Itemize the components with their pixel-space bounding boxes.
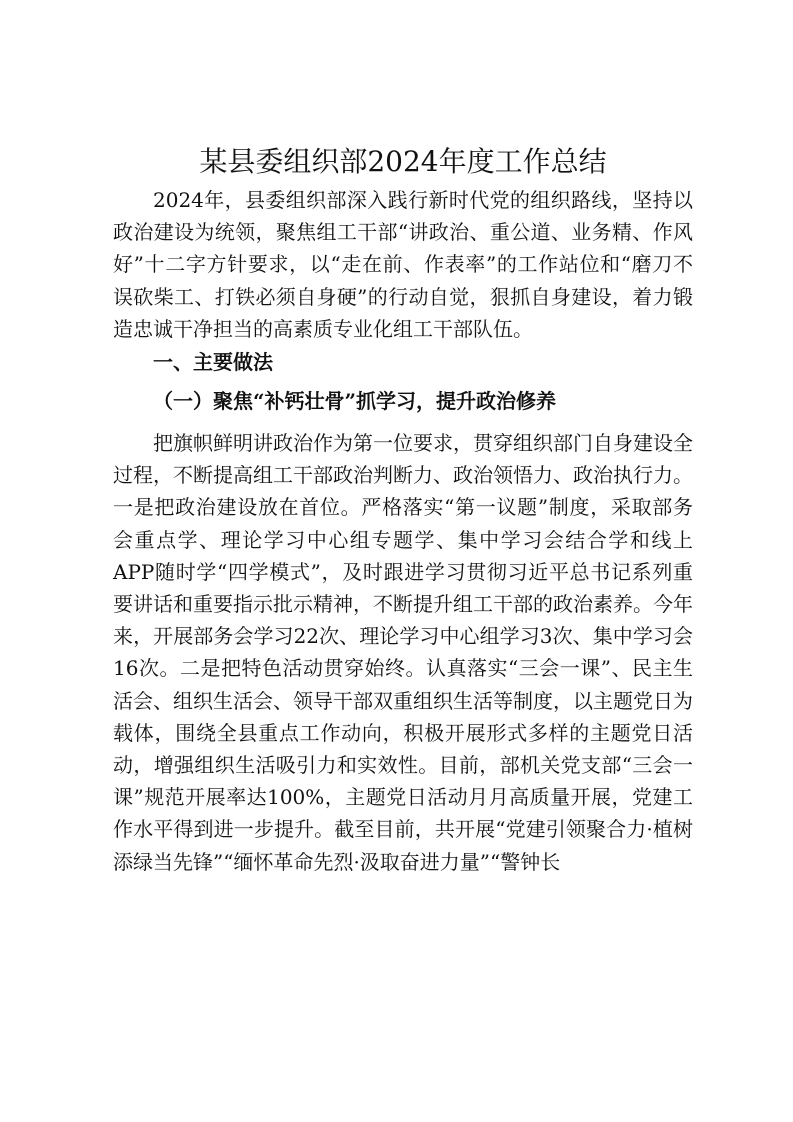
document-body (113, 140, 693, 878)
intro-paragraph: 2024年，县委组织部深入践行新时代党的组织路线，坚持以政治建设为统领，聚焦组工干部“讲政治、重公道、业务精、作风好”十二字方针要求，以“走在前、作表率”的工作站位和“磨刀不误砍柴工、打铁必须自身硬”的行动自觉，狠抓自身建设，着力锻造忠诚干净担当的高素质专业化组工干部队伍。 (113, 188, 693, 341)
section-heading: 一、主要做法 (153, 350, 273, 375)
subsection-heading: （一）聚焦“补钙壮骨”抓学习，提升政治修养 (153, 389, 557, 414)
body-paragraph: 把旗帜鲜明讲政治作为第一位要求，贯穿组织部门自身建设全过程，不断提高组工干部政治判断力、政治领悟力、政治执行力。一是把政治建设放在首位。严格落实“第一议题”制度，采取部务会重点学、理论学习中心组专题学、集中学习会结合学和线上APP随时学“四学模式”，及时跟进学习贯彻习近平总书记系列重要讲话和重要指示批示精神，不断提升组工干部的政治素养。今年来，开展部务会学习22次、理论学习中心组学习3次、集中学习会16次。二是把特色活动贯穿始终。认真落实“三会一课”、民主生活会、组织生活会、领导干部双重组织生活等制度，以主题党日为载体，围绕全县重点工作动向，积极开展形式多样的主题党日活动，增强组织生活吸引力和实效性。目前，部机关党支部“三会一课”规范开展率达100%，主题党日活动月月高质量开展，党建工作水平得到进一步提升。截至目前，共开展“党建引领聚合力·植树添绿当先锋”“缅怀革命先烈·汲取奋进力量”“警钟长 (113, 431, 693, 874)
document-title: 某县委组织部2024年度工作总结 (199, 145, 607, 178)
